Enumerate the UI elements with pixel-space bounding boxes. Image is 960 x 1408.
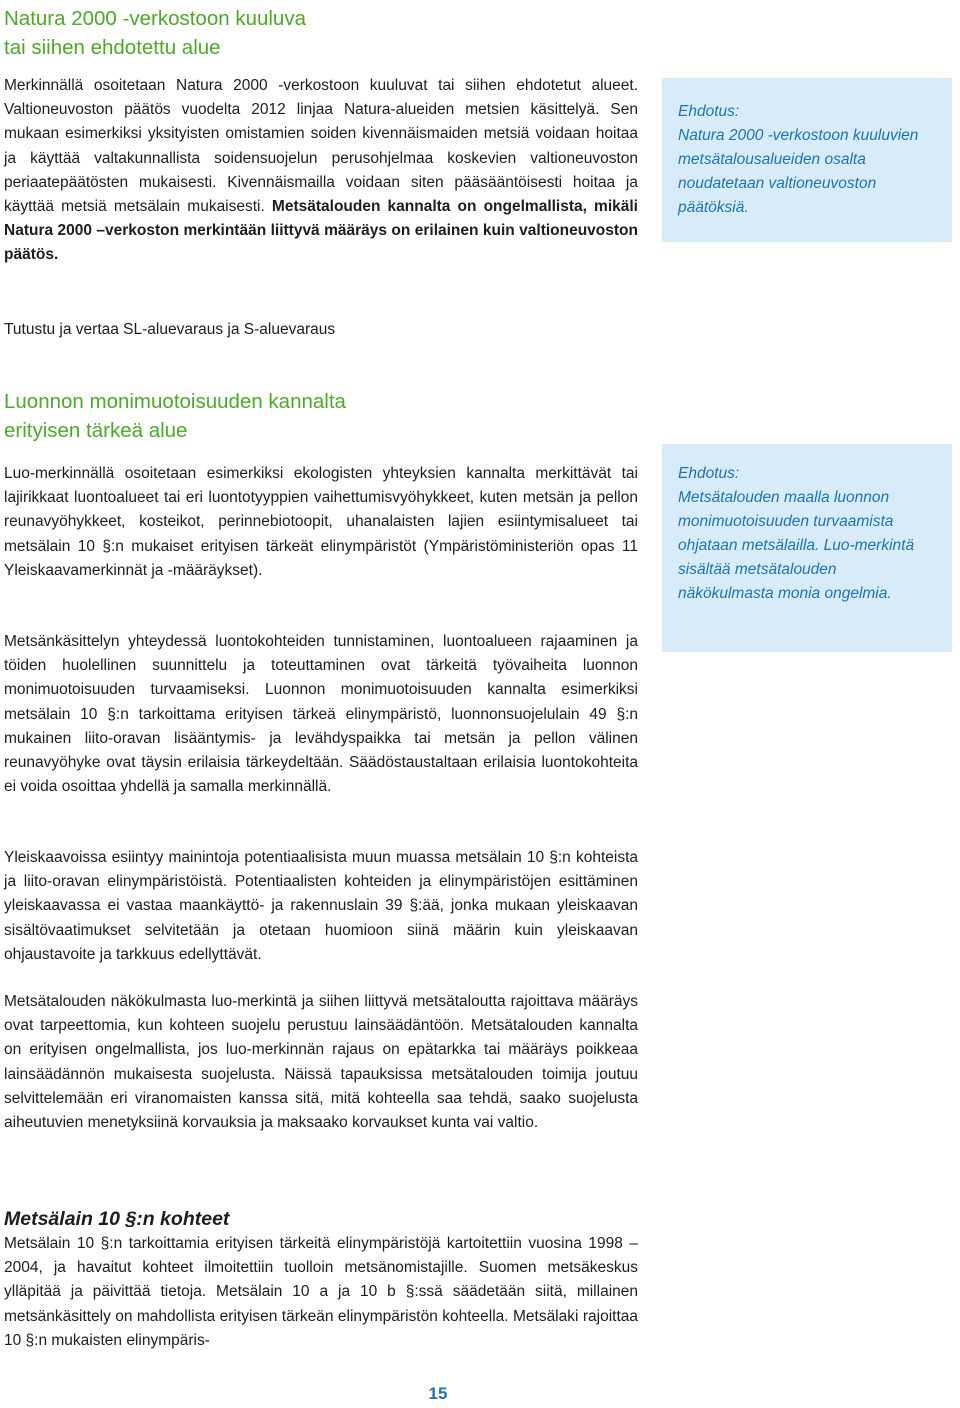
luo-paragraph-4 xyxy=(4,990,638,1135)
section-metsalaki xyxy=(4,1207,638,1231)
luo-paragraph-2 xyxy=(4,630,638,799)
natura-paragraph xyxy=(4,74,638,268)
comparison-note xyxy=(4,318,638,342)
section-heading xyxy=(4,387,638,445)
heading-line: erityisen tärkeä alue xyxy=(4,419,188,442)
proposal-text: Natura 2000 -verkostoon kuuluvien metsätalousalueiden osalta noudatetaan valtioneuvoston päätöksiä. xyxy=(678,127,919,216)
paragraph-text: Metsätalouden näkökulmasta luo-merkintä ja siihen liittyvä metsätaloutta rajoittava määräys ovat tarpeettomia, kun kohteen suojelu perustuu lainsäädäntöön. Metsätalouden kannalta on erityisen ongelmallista, jos luo-merkinnän rajaus on epätarkka tai määräys poikkeaa lainsäädännön mukaisesta suojelusta. Näissä tapauksissa metsätalouden toimija joutuu selvittelemään eri viranomaisten kanssa sitä, mitä kohteella saa tehdä, saako suojelusta aiheutuvien menetyksiinä korvauksia ja maksaako korvaukset kunta vai valtio. xyxy=(4,993,638,1132)
paragraph-text: Yleiskaavoissa esiintyy mainintoja potentiaalisista muun muassa metsälain 10 §:n kohteista ja liito-oravan elinympäristöistä. Potentiaalisten kohteiden ja elinympäristöjen esittäminen yleiskaavassa ei vastaa maankäyttö- ja rakennuslain 39 §:ää, jonka mukaan yleiskaavan sisältövaatimukset selvitetään ja otetaan huomioon siinä määrin kuin yleiskaavan ohjaustavoite ja tarkkuus edellyttävät. xyxy=(4,849,638,963)
note-text: Tutustu ja vertaa SL-aluevaraus ja S-aluevaraus xyxy=(4,321,336,338)
proposal-box-luo xyxy=(662,444,952,652)
section-luo xyxy=(4,387,638,445)
page-number: 15 xyxy=(428,1384,448,1403)
paragraph-text: Merkinnällä osoitetaan Natura 2000 -verkostoon kuuluvat tai siihen ehdotetut alueet. Valtioneuvoston päätös vuodelta 2012 linjaa Natura-alueiden metsien käsittelyä. Sen mukaan esimerkiksi yksityisten omistamien soiden kivennäismaiden metsiä voidaan hoitaa ja käyttää valtakunnallista soidensuojelun perusohjelmaa koskevien valtioneuvoston periaatepäätösten mukaisesti. Kivennäismailla voidaan siten pääsääntöisesti hoitaa ja käyttää metsiä metsälain mukaisesti. xyxy=(4,77,638,216)
section-heading xyxy=(4,4,638,62)
proposal-label: Ehdotus: xyxy=(678,465,740,482)
luo-paragraph-1 xyxy=(4,462,638,583)
heading-line: Natura 2000 -verkostoon kuuluva xyxy=(4,7,306,30)
heading-line: Luonnon monimuotoisuuden kannalta xyxy=(4,390,346,413)
paragraph-bold-text: Metsätalouden kannalta on ongelmallista, mikäli Natura 2000 –verkoston merkintään liittyvä määräys on erilainen kuin valtioneuvoston päätös. xyxy=(4,198,638,264)
heading-line: tai siihen ehdotettu alue xyxy=(4,36,221,59)
section-natura xyxy=(4,4,638,62)
proposal-text: Metsätalouden maalla luonnon monimuotoisuuden turvaamista ohjataan metsälailla. Luo-merkintä sisältää metsätalouden näkökulmasta monia ongelmia. xyxy=(678,489,915,602)
proposal-box-natura xyxy=(662,78,952,242)
metsalaki-paragraph xyxy=(4,1232,638,1353)
paragraph-text: Metsänkäsittelyn yhteydessä luontokohteiden tunnistaminen, luontoalueen rajaaminen ja töiden huolellinen suunnittelu ja toteuttaminen ovat tärkeitä työvaiheita luonnon monimuotoisuuden turvaamiseksi. Luonnon monimuotoisuuden kannalta esimerkiksi metsälain 10 §:n tarkoittama erityisen tärkeä elinympäristö, luonnonsuojelulain 49 §:n mukainen liito-oravan lisääntymis- ja levähdyspaikka tai metsän ja pellon välinen reunavyöhyke ovat täysin erilaisia tärkeydeltään. Säädöstaustaltaan erilaisia luontokohteita ei voida osoittaa yhdellä ja samalla merkinnällä. xyxy=(4,633,638,796)
paragraph-text: Metsälain 10 §:n tarkoittamia erityisen tärkeitä elinympäristöjä kartoitettiin vuosina 1998 – 2004, ja havaitut kohteet ilmoitettiin tuolloin metsänomistajille. Suomen metsäkeskus ylläpitää ja päivittää tietoja. Metsälain 10 a ja 10 b §:ssä säädetään siitä, millainen metsänkäsittely on mahdollista erityisen tärkeän elinympäristön kohteella. Metsälaki rajoittaa 10 §:n mukaisten elinympäris- xyxy=(4,1235,638,1349)
section-heading: Metsälain 10 §:n kohteet xyxy=(4,1208,230,1230)
paragraph-text: Luo-merkinnällä osoitetaan esimerkiksi ekologisten yhteyksien kannalta merkittävät tai lajirikkaat luontoalueet tai eri luontotyyppien vaihettumisvyöhykkeet, kuten metsän ja pellon reunavyöhykkeet, kosteikot, perinnebiotoopit, uhanalaisten lajien esiintymisalueet tai metsälain 10 §:n mukaiset erityisen tärkeät elinympäristöt (Ympäristöministeriön opas 11 Yleiskaavamerkinnät ja -määräykset). xyxy=(4,465,638,579)
proposal-label: Ehdotus: xyxy=(678,103,740,120)
luo-paragraph-3 xyxy=(4,846,638,967)
